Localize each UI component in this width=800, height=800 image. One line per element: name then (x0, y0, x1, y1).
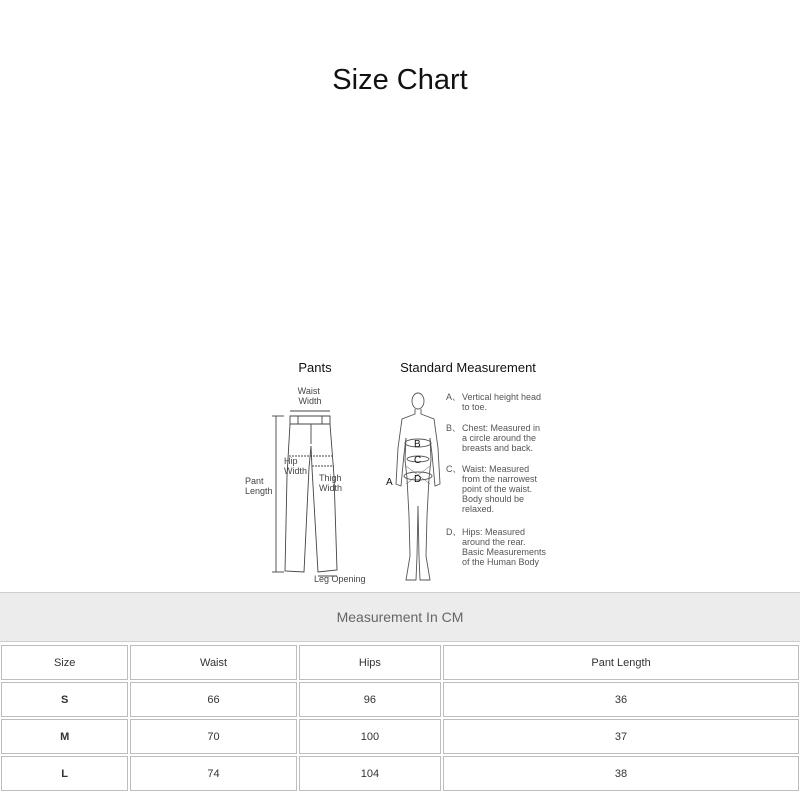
header-waist: Waist (130, 645, 296, 680)
pant-length-label: Pant Length (245, 476, 273, 496)
note-d-key: D、 (446, 527, 462, 537)
body-figure (396, 393, 440, 580)
note-b-key: B、 (446, 423, 462, 433)
size-table (0, 643, 800, 793)
header-pant-length: Pant Length (443, 645, 799, 680)
header-hips: Hips (299, 645, 441, 680)
marker-d: D (414, 474, 422, 485)
measurement-diagram (238, 356, 568, 592)
table-row (1, 756, 799, 791)
marker-c: C (414, 455, 422, 466)
page-title: Size Chart (332, 64, 468, 96)
standard-measurement-heading: Standard Measurement (400, 360, 536, 375)
hips-cell: 100 (299, 719, 441, 754)
note-c-text: Waist: Measured from the narrowest point of the waist. Body should be relaxed. (462, 464, 538, 514)
hips-cell: 104 (299, 756, 441, 791)
note-d-text: Hips: Measured around the rear. Basic Measurements of the Human Body (462, 527, 547, 567)
note-a-key: A、 (446, 392, 462, 402)
table-header-row (1, 645, 799, 680)
measurement-notes (446, 392, 549, 567)
note-b-text: Chest: Measured in a circle around the breasts and back. (462, 423, 541, 453)
marker-b: B (414, 439, 421, 450)
pant-length-cell: 37 (443, 719, 799, 754)
waist-width-label: Waist Width (297, 386, 322, 406)
note-c-key: C、 (446, 464, 462, 474)
waist-cell: 74 (130, 756, 296, 791)
pants-heading: Pants (298, 360, 332, 375)
size-cell: M (1, 719, 128, 754)
waist-cell: 66 (130, 682, 296, 717)
marker-a: A (386, 477, 393, 488)
size-table-section (0, 592, 800, 793)
pant-length-cell: 38 (443, 756, 799, 791)
hips-cell: 96 (299, 682, 441, 717)
pant-length-cell: 36 (443, 682, 799, 717)
header-size: Size (1, 645, 128, 680)
table-row (1, 682, 799, 717)
thigh-width-label: Thigh Width (319, 473, 343, 493)
pants-illustration (272, 411, 337, 576)
waist-cell: 70 (130, 719, 296, 754)
size-cell: L (1, 756, 128, 791)
size-cell: S (1, 682, 128, 717)
table-row (1, 719, 799, 754)
note-a-text: Vertical height head to toe. (462, 392, 542, 412)
hip-width-label: Hip Width (284, 456, 308, 476)
leg-opening-label: Leg Opening (314, 574, 366, 584)
table-caption: Measurement In CM (0, 592, 800, 642)
